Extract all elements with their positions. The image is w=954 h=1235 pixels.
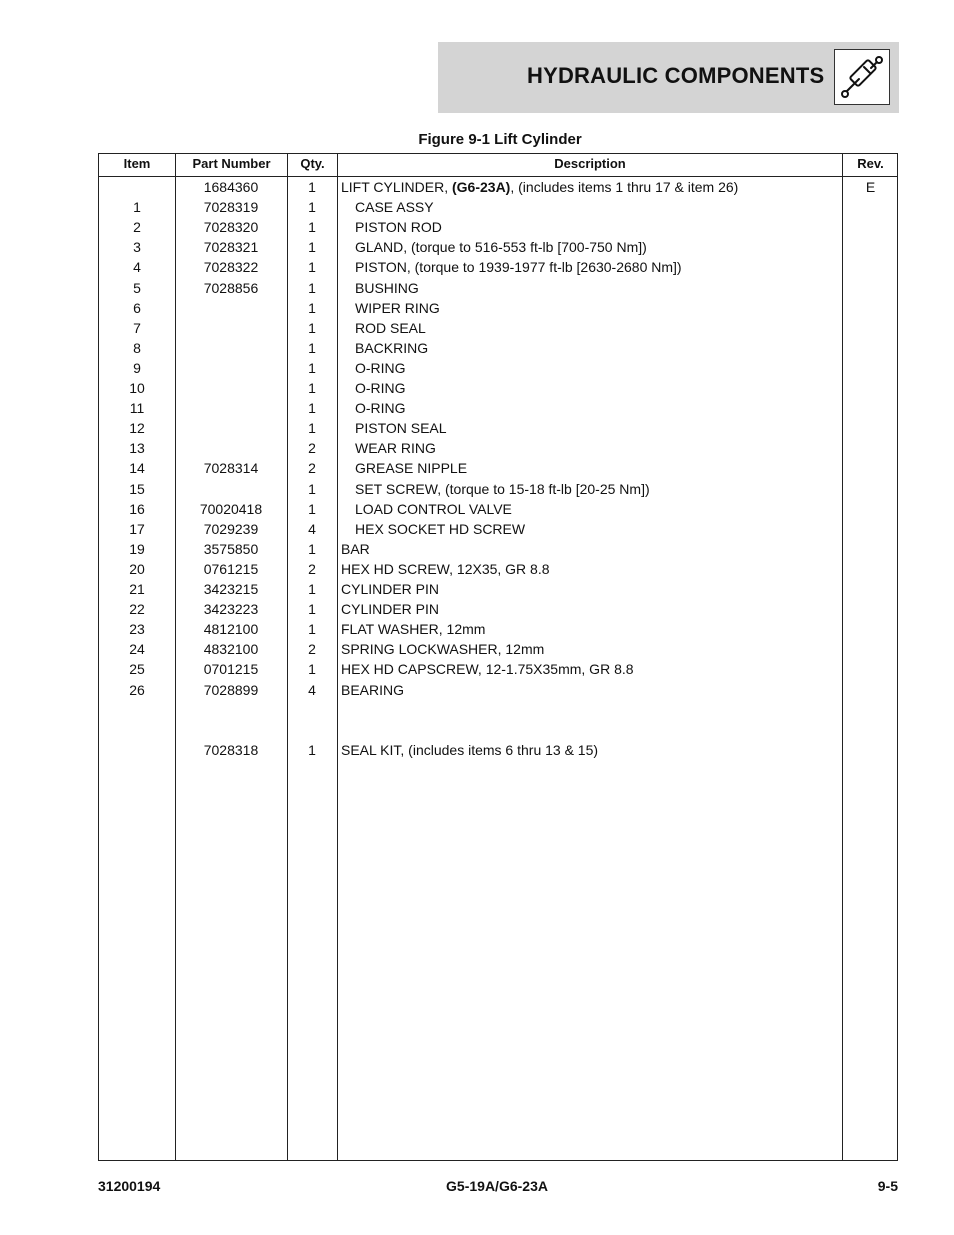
revision <box>843 659 898 679</box>
revision <box>843 479 898 499</box>
item-number: 1 <box>133 199 141 216</box>
item-number: 20 <box>129 560 145 577</box>
quantity: 1 <box>308 540 316 557</box>
revision <box>843 197 898 217</box>
table-row <box>99 639 897 659</box>
revision <box>843 418 898 438</box>
footer-page-number: 9-5 <box>877 1178 898 1194</box>
description: PISTON SEAL <box>355 420 447 437</box>
revision: E <box>865 179 876 195</box>
column-header-part-number: Part Number <box>192 156 271 171</box>
description: LOAD CONTROL VALVE <box>355 500 512 517</box>
description: BAR <box>341 540 370 557</box>
description: SPRING LOCKWASHER, 12mm <box>341 641 545 658</box>
item-number: 26 <box>129 681 145 698</box>
part-number: 3575850 <box>203 540 259 557</box>
part-number <box>176 438 286 458</box>
description <box>341 700 841 720</box>
column-header-rev: Rev. <box>857 156 884 171</box>
quantity <box>288 700 336 720</box>
part-number: 7028320 <box>203 219 259 236</box>
table-row <box>99 378 897 398</box>
part-number: 3423215 <box>203 581 259 597</box>
description: GREASE NIPPLE <box>355 460 468 477</box>
table-row <box>99 217 897 237</box>
description: HEX HD SCREW, 12X35, GR 8.8 <box>341 560 550 577</box>
revision <box>843 358 898 378</box>
footer-model <box>0 1178 954 1194</box>
table-row <box>99 318 897 338</box>
item-number: 3 <box>133 239 141 256</box>
revision <box>843 499 898 519</box>
footer-doc-number: 31200194 <box>98 1178 161 1194</box>
footer-model-text: G5-19A/G6-23A <box>446 1178 548 1194</box>
revision <box>843 257 898 277</box>
description: SEAL KIT, (includes items 6 thru 13 & 15) <box>341 741 599 758</box>
description: BACKRING <box>355 339 429 356</box>
table-row <box>99 700 897 720</box>
part-number: 7028319 <box>203 199 259 216</box>
section-banner <box>438 42 899 113</box>
description: O-RING <box>355 400 406 417</box>
quantity: 1 <box>308 219 316 236</box>
item-number: 2 <box>133 219 141 236</box>
table-row <box>99 519 897 539</box>
part-number <box>176 398 286 418</box>
item-number: 9 <box>133 359 141 376</box>
table-row <box>99 740 897 760</box>
table-row <box>99 599 897 619</box>
description: CASE ASSY <box>355 199 434 216</box>
item-number: 7 <box>133 319 141 336</box>
item-number: 11 <box>129 400 145 417</box>
revision <box>843 599 898 619</box>
description <box>341 720 841 740</box>
revision <box>843 700 898 720</box>
part-number <box>176 318 286 338</box>
quantity: 1 <box>308 279 316 296</box>
part-number: 7028322 <box>203 259 259 276</box>
quantity: 1 <box>308 380 316 396</box>
part-number: 7028856 <box>203 279 259 296</box>
description: CYLINDER PIN <box>341 601 440 618</box>
item-number: 13 <box>129 440 145 457</box>
revision <box>843 237 898 257</box>
description: CYLINDER PIN <box>341 581 440 597</box>
quantity: 1 <box>308 319 316 336</box>
quantity: 1 <box>308 339 316 356</box>
revision <box>843 619 898 639</box>
table-row <box>99 338 897 358</box>
item-number: 12 <box>129 420 145 437</box>
quantity: 4 <box>308 681 316 698</box>
description: O-RING <box>355 359 406 376</box>
table-row <box>99 619 897 639</box>
item-number <box>99 740 175 760</box>
description: O-RING <box>355 380 406 396</box>
part-number <box>176 700 286 720</box>
part-number: 7028318 <box>203 741 259 758</box>
item-number: 15 <box>129 480 145 497</box>
quantity: 1 <box>308 299 316 316</box>
part-number: 4832100 <box>203 641 259 658</box>
description: FLAT WASHER, 12mm <box>341 621 486 638</box>
item-number: 8 <box>133 339 141 356</box>
part-number <box>176 479 286 499</box>
table-row <box>99 398 897 418</box>
part-number <box>176 720 286 740</box>
quantity: 1 <box>308 601 316 618</box>
description <box>341 177 841 197</box>
column-header-description: Description <box>554 156 626 171</box>
revision <box>843 639 898 659</box>
item-number: 10 <box>129 380 145 396</box>
part-number: 7028321 <box>203 239 259 256</box>
item-number: 16 <box>129 500 145 517</box>
table-row <box>99 539 897 559</box>
table-row <box>99 479 897 499</box>
table-row <box>99 438 897 458</box>
item-number <box>99 700 175 720</box>
quantity: 1 <box>308 179 316 195</box>
section-title: HYDRAULIC COMPONENTS <box>527 63 825 88</box>
item-number <box>99 720 175 740</box>
description: GLAND, (torque to 516-553 ft-lb [700-750 Nm]) <box>355 239 647 256</box>
table-row <box>99 579 897 599</box>
description: HEX SOCKET HD SCREW <box>355 520 526 537</box>
item-number: 4 <box>133 259 141 276</box>
table-row <box>99 358 897 378</box>
table-row <box>99 559 897 579</box>
part-number <box>176 418 286 438</box>
item-number: 6 <box>133 299 141 316</box>
part-number: 70020418 <box>199 500 263 517</box>
description: WEAR RING <box>355 440 436 457</box>
table-row <box>99 680 897 700</box>
part-number: 7029239 <box>203 520 259 537</box>
revision <box>843 539 898 559</box>
table-row <box>99 458 897 478</box>
item-number <box>99 177 175 197</box>
quantity: 1 <box>308 420 316 437</box>
parts-table <box>98 153 898 1161</box>
item-number: 21 <box>129 581 145 597</box>
quantity: 2 <box>308 460 316 477</box>
revision <box>843 338 898 358</box>
revision <box>843 559 898 579</box>
table-row <box>99 418 897 438</box>
quantity: 1 <box>308 581 316 597</box>
figure-title <box>0 131 954 148</box>
part-number: 0761215 <box>203 560 259 577</box>
quantity: 1 <box>308 621 316 638</box>
description: PISTON ROD <box>355 219 442 236</box>
quantity: 1 <box>308 480 316 497</box>
description: BUSHING <box>355 279 419 296</box>
quantity: 4 <box>308 520 316 537</box>
table-row <box>99 659 897 679</box>
table-row <box>99 298 897 318</box>
part-number: 7028314 <box>203 460 259 477</box>
quantity: 2 <box>308 440 316 457</box>
column-header-qty: Qty. <box>300 156 325 171</box>
hydraulic-cylinder-icon <box>834 49 890 105</box>
part-number <box>176 378 286 398</box>
item-number: 14 <box>129 460 145 477</box>
part-number: 7028899 <box>203 681 259 698</box>
item-number: 22 <box>129 601 145 618</box>
table-row <box>99 177 897 197</box>
quantity: 1 <box>308 741 316 758</box>
revision <box>843 438 898 458</box>
part-number <box>176 358 286 378</box>
revision <box>843 217 898 237</box>
quantity: 1 <box>308 199 316 216</box>
quantity: 2 <box>308 641 316 658</box>
quantity: 1 <box>308 400 316 417</box>
revision <box>843 740 898 760</box>
table-row <box>99 278 897 298</box>
table-row <box>99 197 897 217</box>
revision <box>843 579 898 599</box>
revision <box>843 680 898 700</box>
item-number: 24 <box>129 641 145 658</box>
part-number <box>176 298 286 318</box>
quantity: 1 <box>308 359 316 376</box>
table-row <box>99 237 897 257</box>
part-number: 3423223 <box>203 601 259 618</box>
part-number <box>176 338 286 358</box>
revision <box>843 318 898 338</box>
description-text: , (includes items 1 thru 17 & item 26) <box>510 179 739 195</box>
part-number: 4812100 <box>203 621 259 638</box>
table-row <box>99 720 897 740</box>
quantity: 1 <box>308 259 316 276</box>
item-number: 25 <box>129 661 145 678</box>
description: HEX HD CAPSCREW, 12-1.75X35mm, GR 8.8 <box>341 661 634 678</box>
table-row <box>99 499 897 519</box>
figure-title-text: Figure 9-1 Lift Cylinder <box>418 131 582 148</box>
description: BEARING <box>341 681 405 698</box>
item-number: 23 <box>129 621 145 638</box>
quantity: 1 <box>308 239 316 256</box>
item-number: 17 <box>129 520 145 537</box>
revision <box>843 278 898 298</box>
description-text: LIFT CYLINDER, <box>341 179 452 195</box>
revision <box>843 519 898 539</box>
revision <box>843 378 898 398</box>
revision <box>843 458 898 478</box>
model-code: (G6-23A) <box>452 179 511 195</box>
quantity <box>288 720 336 740</box>
description: ROD SEAL <box>355 319 426 336</box>
description: SET SCREW, (torque to 15-18 ft-lb [20-25 Nm]) <box>355 480 650 497</box>
quantity: 1 <box>308 661 316 678</box>
item-number: 19 <box>129 540 145 557</box>
column-header-item: Item <box>123 156 151 171</box>
quantity: 2 <box>308 560 316 577</box>
revision <box>843 298 898 318</box>
description: WIPER RING <box>355 299 440 316</box>
revision <box>843 398 898 418</box>
item-number: 5 <box>133 279 141 296</box>
table-row <box>99 257 897 277</box>
quantity: 1 <box>308 500 316 517</box>
revision <box>843 720 898 740</box>
part-number: 0701215 <box>203 661 259 678</box>
description: PISTON, (torque to 1939-1977 ft-lb [2630-2680 Nm]) <box>355 259 682 276</box>
part-number: 1684360 <box>203 179 259 195</box>
